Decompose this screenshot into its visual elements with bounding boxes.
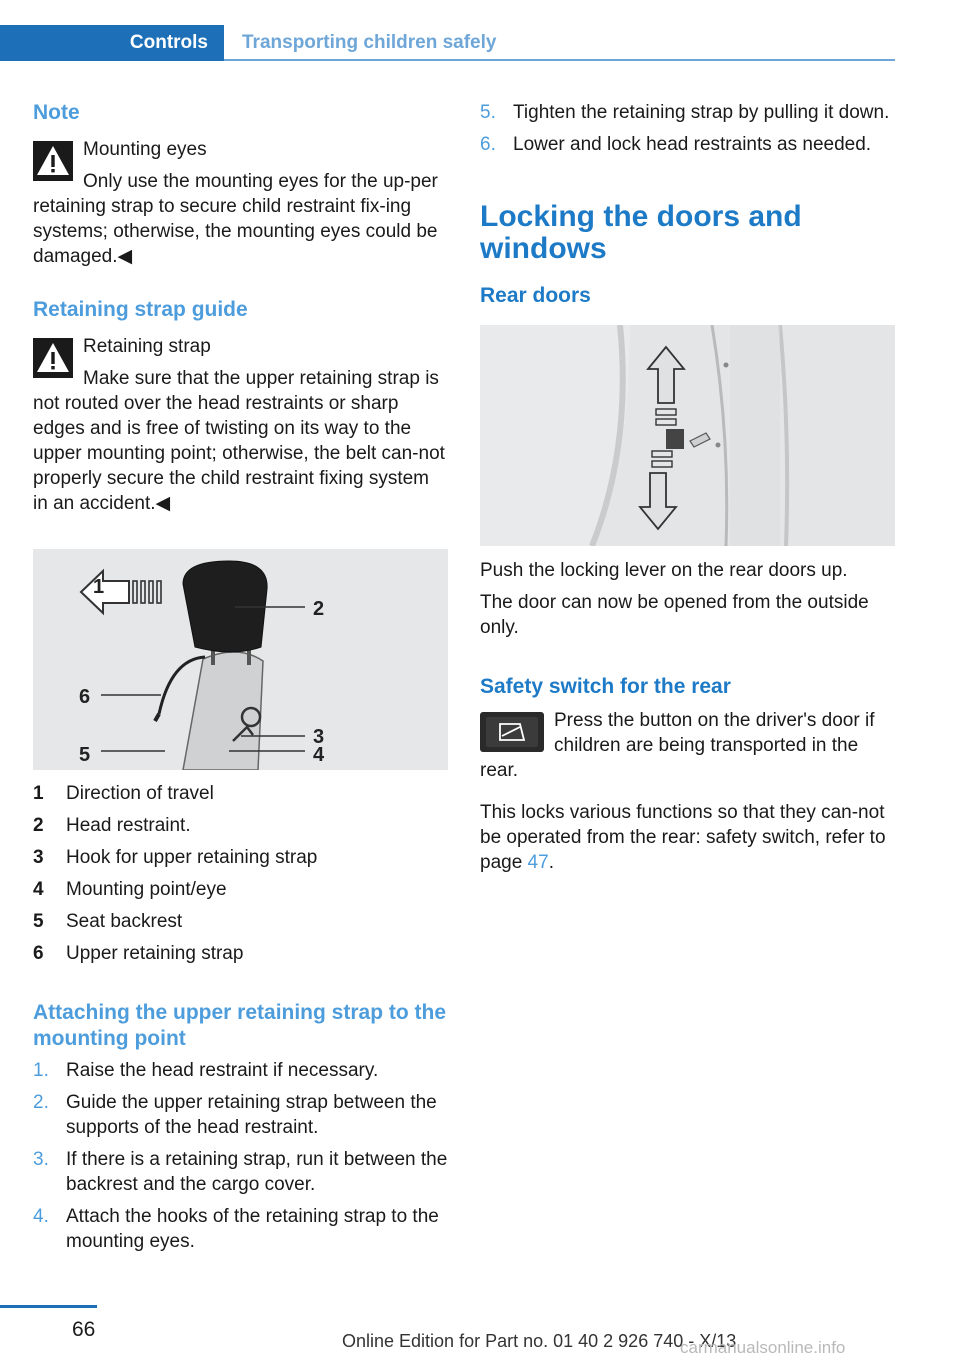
retaining-strap-guide-heading: Retaining strap guide — [33, 298, 248, 321]
callout-6: 6 — [79, 686, 91, 708]
safety-switch-text-1: Press the button on the driver's door if children are being transported in the rear. — [480, 710, 875, 781]
safety-switch-text-2: This locks various functions so that they can-not be operated from the rear: safety switch, refer to page 47. — [480, 802, 886, 873]
direction-arrow-icon — [81, 571, 129, 613]
page-reference-link[interactable]: 47 — [527, 852, 549, 873]
warning-triangle-icon — [33, 338, 73, 378]
legend-item: 6 Upper retaining strap — [33, 943, 244, 964]
locking-lever — [666, 429, 684, 449]
header-rule — [224, 59, 895, 61]
watermark: carmanualsonline.info — [680, 1338, 846, 1357]
step-item: 3. If there is a retaining strap, run it between the backrest and the cargo cover. — [33, 1149, 448, 1195]
warning-retaining-strap — [33, 332, 448, 516]
note-heading: Note — [33, 101, 80, 124]
step-item: 4. Attach the hooks of the retaining strap to the mounting eyes. — [33, 1206, 439, 1252]
footer-rule — [0, 1305, 97, 1308]
warning-text: Only use the mounting eyes for the up-per retaining strap to secure child restraint fix-ing systems; otherwise, the mounting eyes could be damaged.◀ — [33, 171, 438, 267]
headrest-strap-figure — [33, 549, 448, 770]
rear-doors-heading: Rear doors — [480, 284, 591, 307]
legend-item: 1 Direction of travel — [33, 783, 214, 804]
page-number: 66 — [72, 1318, 96, 1341]
attach-strap-heading: Attaching the upper retaining strap to the mounting point — [33, 1001, 447, 1050]
arrow-down-icon — [640, 473, 676, 529]
figure-legend — [33, 778, 448, 970]
rear-doors-text-2: The door can now be opened from the outside only. — [480, 592, 869, 638]
warning-mounting-eyes — [33, 135, 448, 269]
chapter-tab[interactable]: Controls — [0, 25, 224, 61]
rear-door-lock-figure — [480, 325, 895, 546]
warning-title: Retaining strap — [83, 336, 211, 357]
legend-item: 3 Hook for upper retaining strap — [33, 847, 318, 868]
legend-item: 5 Seat backrest — [33, 911, 183, 932]
legend-item: 2 Head restraint. — [33, 815, 191, 836]
step-item: 5. Tighten the retaining strap by pulling it down. — [480, 102, 890, 123]
warning-title: Mounting eyes — [83, 139, 207, 160]
callout-2: 2 — [313, 598, 325, 620]
step-item: 1. Raise the head restraint if necessary. — [33, 1060, 379, 1081]
left-column — [33, 100, 448, 1261]
right-column — [480, 100, 895, 875]
window-lock-button-icon — [480, 712, 544, 752]
edition-line: Online Edition for Part no. 01 40 2 926 740 - X/13 — [342, 1331, 737, 1351]
attach-steps-continued — [480, 100, 895, 157]
callout-1: 1 — [93, 576, 105, 598]
step-item: 2. Guide the upper retaining strap between the supports of the head restraint. — [33, 1092, 437, 1138]
locking-doors-heading: Locking the doors and windows — [480, 200, 802, 265]
step-item: 6. Lower and lock head restraints as needed. — [480, 134, 872, 155]
legend-item: 4 Mounting point/eye — [33, 879, 227, 900]
door-lock-illustration — [480, 325, 895, 546]
attach-steps — [33, 1058, 448, 1254]
safety-switch-block — [480, 708, 895, 783]
rear-doors-text-1: Push the locking lever on the rear doors up. — [480, 560, 848, 581]
warning-triangle-icon — [33, 141, 73, 181]
section-title[interactable]: Transporting children safely — [242, 32, 497, 53]
callout-3: 3 — [313, 726, 325, 748]
page-header — [0, 25, 895, 61]
safety-switch-heading: Safety switch for the rear — [480, 675, 731, 698]
callout-5: 5 — [79, 744, 91, 766]
callout-4: 4 — [313, 744, 325, 766]
warning-text: Make sure that the upper retaining strap is not routed over the head restraints or sharp edges and is free of twisting on its way to the upper mounting point; otherwise, the belt can-not properly secure the child restraint fixing system in an accident.◀ — [33, 368, 445, 514]
arrow-up-icon — [648, 347, 684, 403]
headrest-illustration — [33, 549, 448, 770]
